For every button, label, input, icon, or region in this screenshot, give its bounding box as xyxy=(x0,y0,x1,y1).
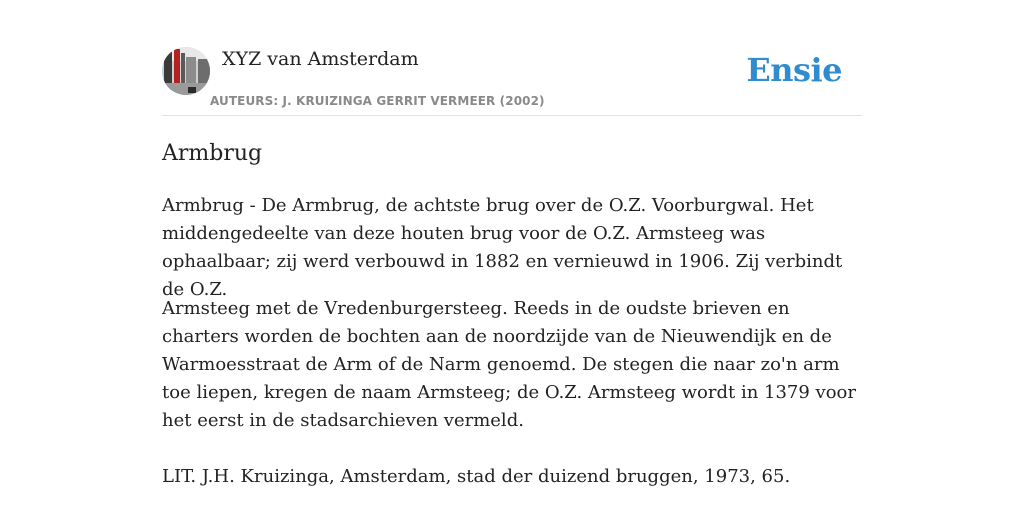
ensie-logo-link[interactable]: Ensie xyxy=(746,51,842,89)
header-divider xyxy=(162,115,862,116)
entry-literature-reference: LIT. J.H. Kruizinga, Amsterdam, stad der duizend bruggen, 1973, 65. xyxy=(162,466,791,487)
book-cover-avatar[interactable] xyxy=(162,47,210,95)
entry-title: Armbrug xyxy=(162,141,263,166)
entry-paragraph-2: Armsteeg met de Vredenburgersteeg. Reeds in de oudste brieven en charters worden de bochten aan de noordzijde van de Nieuwendijk en de Warmoesstraat de Arm of de Narm genoemd. De stegen die naar zo'n arm toe liepen, kregen de naam Armsteeg; de O.Z. Armsteeg wordt in 1379 voor het eerst in de stadsarchieven vermeld. xyxy=(162,298,856,431)
entry-paragraph-1: Armbrug - De Armbrug, de achtste brug over de O.Z. Voorburgwal. Het middengedeelte van deze houten brug voor de O.Z. Armsteeg was ophaalbaar; zij werd verbouwd in 1882 en vernieuwd in 1906. Zij verbindt de O.Z. xyxy=(162,195,843,300)
book-title[interactable]: XYZ van Amsterdam xyxy=(222,48,419,70)
authors-line: AUTEURS: J. KRUIZINGA GERRIT VERMEER (2002) xyxy=(210,94,545,108)
book-cover-thumbnail-icon xyxy=(162,47,210,95)
